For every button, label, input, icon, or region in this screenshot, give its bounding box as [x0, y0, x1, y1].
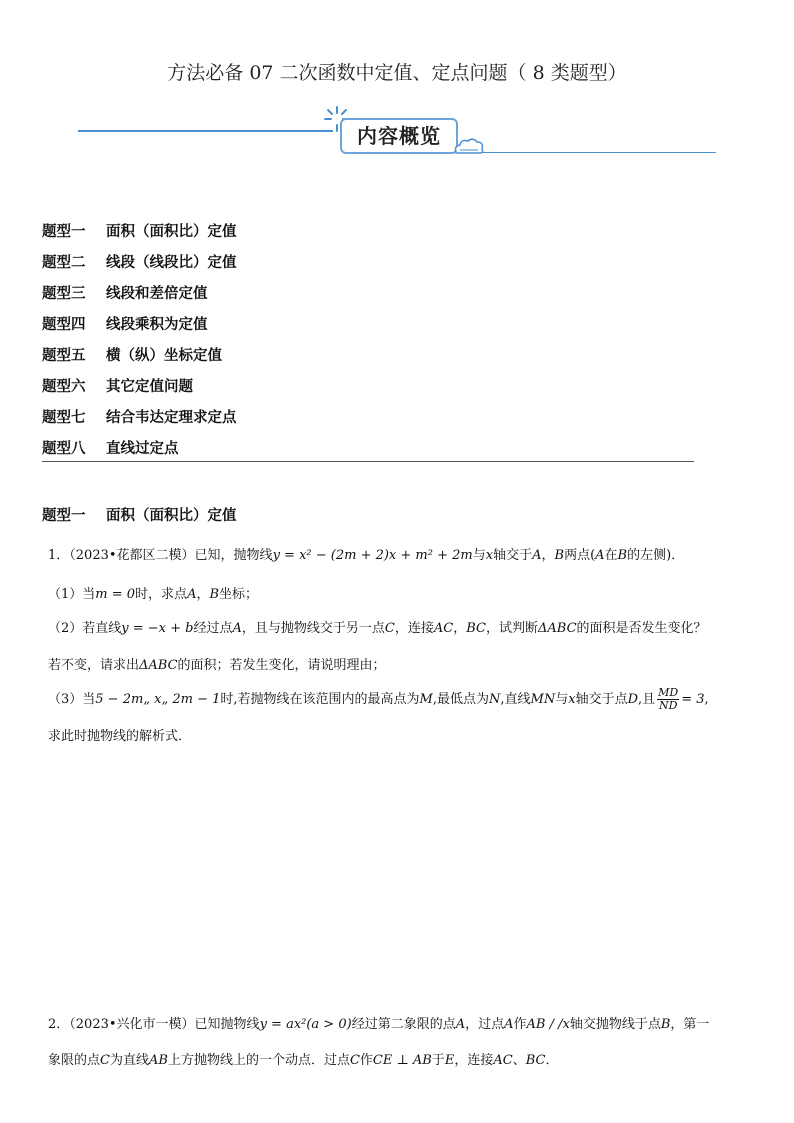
text: 两点(	[564, 548, 596, 563]
text: ,	[704, 692, 709, 707]
text: 为直线	[109, 1053, 149, 1068]
symbol: C	[384, 621, 395, 636]
toc-item-label: 题型六	[42, 379, 86, 395]
text: （2）若直线	[48, 621, 122, 636]
q2-stem	[48, 1013, 709, 1032]
symbol: B	[554, 548, 565, 563]
q1-part2	[48, 617, 707, 636]
text: ，连接	[454, 1053, 494, 1068]
text: 的面积是否发生变化？	[576, 621, 707, 636]
symbol: AC	[433, 621, 454, 636]
toc-item-label: 题型三	[42, 286, 86, 302]
question-source: （2023•花都区二模）	[69, 548, 195, 563]
banner-line-right	[470, 152, 716, 153]
text: （3）当	[48, 692, 96, 707]
text: 的左侧)．	[627, 548, 685, 563]
cloud-icon	[452, 136, 486, 156]
equation: = 3	[681, 692, 705, 707]
toc-item-label: 题型二	[42, 255, 86, 271]
page-title: 方法必备 07 二次函数中定值、定点问题（ 8 类题型）	[167, 62, 627, 84]
text: ，过点	[465, 1017, 505, 1032]
symbol: B	[617, 548, 628, 563]
symbol: AC	[493, 1053, 513, 1068]
text: ，	[453, 621, 467, 636]
text: ,最低点为	[432, 692, 489, 707]
text: ，	[541, 548, 555, 563]
text: 轴交于点	[575, 692, 628, 707]
toc-list	[42, 215, 702, 463]
toc-item-title: 结合韦达定理求定点	[106, 410, 237, 426]
text: ，试判断	[486, 621, 539, 636]
symbol: D	[627, 692, 639, 707]
text: 求此时抛物线的解析式．	[48, 729, 192, 744]
toc-item[interactable]	[42, 339, 702, 370]
toc-item[interactable]	[42, 370, 702, 401]
text: 轴交于	[493, 548, 533, 563]
text: 与	[472, 548, 486, 563]
banner-label: 内容概览	[357, 124, 441, 148]
toc-item-label: 题型一	[42, 224, 86, 240]
toc-item-label: 题型七	[42, 410, 86, 426]
text: ，第一	[670, 1017, 710, 1032]
symbol: C	[100, 1053, 110, 1068]
text: 作	[513, 1017, 527, 1032]
equation: m = 0	[95, 587, 136, 602]
section-heading	[42, 504, 237, 525]
text: 在	[604, 548, 618, 563]
toc-item[interactable]	[42, 215, 702, 246]
text: ,直线	[500, 692, 531, 707]
text: 时，求点	[135, 587, 188, 602]
toc-item-title: 线段（线段比）定值	[106, 255, 237, 271]
text: 、	[512, 1053, 526, 1068]
symbol: x	[568, 692, 576, 707]
section-title: 面积（面积比）定值	[106, 508, 237, 524]
text: 上方抛物线上的一个动点．过点	[167, 1053, 350, 1068]
toc-item-label: 题型四	[42, 317, 86, 333]
text: 的面积；若发生变化，请说明理由；	[177, 658, 386, 673]
text: ，连接	[394, 621, 434, 636]
toc-item-title: 直线过定点	[106, 441, 179, 457]
text: 坐标；	[219, 587, 259, 602]
q1-part1	[48, 583, 258, 602]
fraction	[657, 687, 679, 712]
toc-item-label: 题型八	[42, 441, 86, 457]
question-source: （2023•兴化市一模）	[69, 1017, 195, 1032]
q1-part3-cont	[48, 725, 191, 744]
section-label: 题型一	[42, 508, 86, 524]
symbol: A	[232, 621, 242, 636]
equation: AB / /x	[526, 1017, 570, 1032]
toc-item[interactable]	[42, 401, 702, 432]
toc-item[interactable]	[42, 432, 702, 463]
toc-item[interactable]	[42, 308, 702, 339]
q1-part2-cont	[48, 654, 386, 673]
toc-item[interactable]	[42, 277, 702, 308]
symbol: MN	[530, 692, 556, 707]
symbol: A	[187, 587, 197, 602]
symbol: x	[485, 548, 494, 563]
symbol: C	[349, 1053, 360, 1068]
symbol: A	[504, 1017, 514, 1032]
equation: y = −x + b	[121, 621, 194, 636]
text: 象限的点	[48, 1053, 101, 1068]
text: 作	[359, 1053, 373, 1068]
symbol: ΔABC	[139, 658, 178, 673]
text: ，	[196, 587, 210, 602]
q1-stem	[48, 544, 684, 563]
text: 与	[555, 692, 569, 707]
toc-item-title: 线段乘积为定值	[106, 317, 208, 333]
equation: CE ⊥ AB	[372, 1053, 432, 1068]
text: 经过点	[193, 621, 233, 636]
equation: y = ax²(a > 0)	[259, 1017, 352, 1032]
equation: y = x² − (2m + 2)x + m² + 2m	[272, 548, 473, 563]
symbol: E	[444, 1053, 455, 1068]
symbol: BC	[466, 621, 486, 636]
toc-item-label: 题型五	[42, 348, 86, 364]
text: 若不变，请求出	[48, 658, 140, 673]
text: 已知抛物线	[194, 1017, 260, 1032]
symbol: N	[489, 692, 501, 707]
toc-item-title: 其它定值问题	[106, 379, 193, 395]
symbol: A	[532, 548, 542, 563]
question-number: 2．	[48, 1017, 70, 1032]
q1-part3	[48, 687, 709, 712]
equation: 5 − 2m„ x„ 2m − 1	[95, 692, 221, 707]
fraction-numerator: MD	[658, 686, 679, 699]
symbol: A	[595, 548, 605, 563]
text: 于	[431, 1053, 445, 1068]
toc-divider	[42, 461, 694, 462]
fraction-denominator: ND	[658, 699, 678, 712]
text: 经过第二象限的点	[351, 1017, 456, 1032]
text: 已知，抛物线	[194, 548, 273, 563]
toc-item-title: 横（纵）坐标定值	[106, 348, 222, 364]
text: （1）当	[48, 587, 96, 602]
text: ．	[545, 1053, 559, 1068]
symbol: AB	[148, 1053, 168, 1068]
symbol: B	[209, 587, 220, 602]
q2-stem-cont	[48, 1049, 558, 1068]
symbol: M	[419, 692, 433, 707]
symbol: ΔABC	[538, 621, 577, 636]
symbol: BC	[525, 1053, 546, 1068]
banner-line-left	[78, 130, 333, 132]
symbol: B	[660, 1017, 671, 1032]
toc-item-title: 面积（面积比）定值	[106, 224, 237, 240]
toc-item-title: 线段和差倍定值	[106, 286, 208, 302]
text: 轴交抛物线于点	[569, 1017, 661, 1032]
text: ,且	[638, 692, 656, 707]
text: 时,若抛物线在该范围内的最高点为	[220, 692, 420, 707]
text: ，且与抛物线交于另一点	[241, 621, 385, 636]
symbol: A	[455, 1017, 466, 1032]
question-number: 1．	[48, 548, 70, 563]
toc-item[interactable]	[42, 246, 702, 277]
